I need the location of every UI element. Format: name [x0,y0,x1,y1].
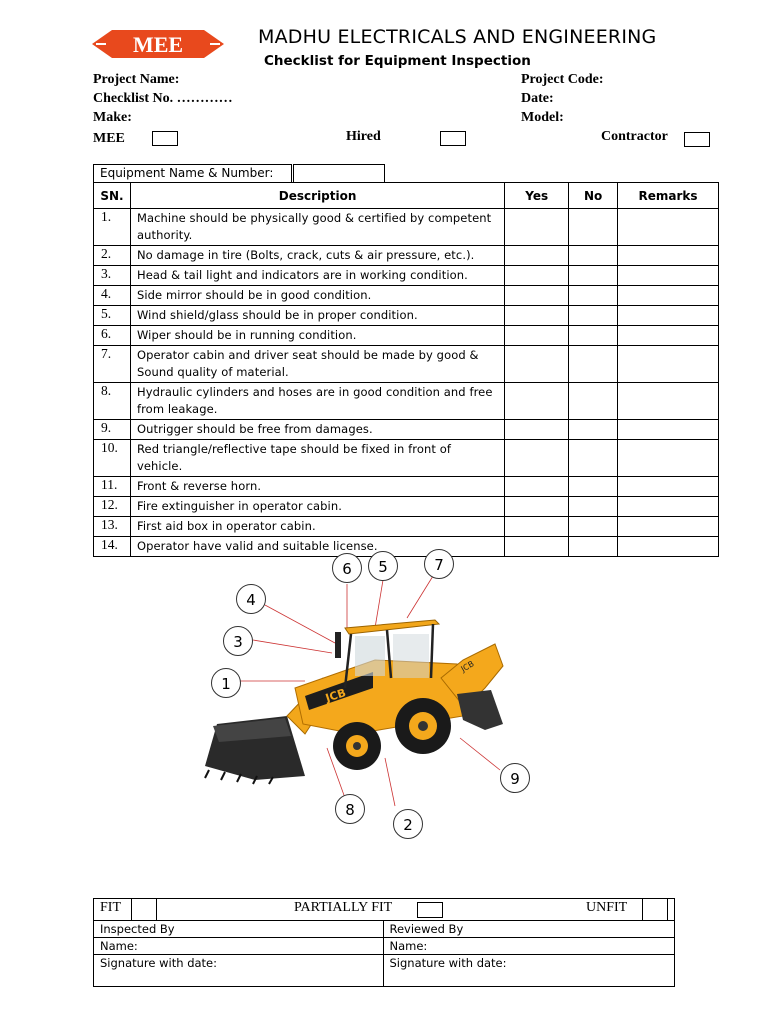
table-row [94,246,719,266]
no-cell[interactable] [569,497,618,517]
yes-cell[interactable] [505,346,569,383]
row-description: Hydraulic cylinders and hoses are in good condition and free from leakage. [130,383,504,420]
row-description: Machine should be physically good & certified by competent authority. [130,209,504,246]
row-serial-number: 8. [94,383,131,420]
row-serial-number: 11. [94,477,131,497]
row-serial-number: 12. [94,497,131,517]
row-serial-number: 6. [94,326,131,346]
reviewer-name-field[interactable]: Name: [383,938,675,955]
row-serial-number: 7. [94,346,131,383]
no-cell[interactable] [569,383,618,420]
row-description: Fire extinguisher in operator cabin. [130,497,504,517]
no-cell[interactable] [569,346,618,383]
table-row [94,209,719,246]
mee-logo [92,26,224,62]
company-name: MADHU ELECTRICALS AND ENGINEERING [258,26,657,48]
table-row [94,326,719,346]
logo-text: MEE [132,32,184,57]
table-row [94,440,719,477]
vehicle-lettering: JCB [323,686,348,705]
table-row [94,266,719,286]
backhoe-lettering: JCB [459,659,476,674]
reviewed-by-label: Reviewed By [383,921,675,938]
table-row [94,346,719,383]
no-cell[interactable] [569,440,618,477]
remarks-cell[interactable] [618,440,719,477]
table-row [94,306,719,326]
hired-checkbox[interactable] [440,131,466,146]
remarks-cell[interactable] [618,517,719,537]
date-label: Date: [521,91,554,106]
no-cell[interactable] [569,537,618,557]
row-serial-number: 1. [94,209,131,246]
row-description: Head & tail light and indicators are in working condition. [130,266,504,286]
no-cell[interactable] [569,477,618,497]
no-cell[interactable] [569,209,618,246]
remarks-cell[interactable] [618,306,719,326]
contractor-option-label: Contractor [601,129,668,144]
callout-9: 9 [500,763,530,793]
mee-option-label: MEE [93,131,125,146]
inspected-by-label: Inspected By [94,921,384,938]
row-serial-number: 5. [94,306,131,326]
yes-cell[interactable] [505,326,569,346]
row-description: Red triangle/reflective tape should be fixed in front of vehicle. [130,440,504,477]
equipment-name-input[interactable] [293,164,385,182]
table-row [94,517,719,537]
col-no-header: No [569,183,618,209]
callout-4: 4 [236,584,266,614]
fit-checkbox[interactable] [131,899,157,920]
no-cell[interactable] [569,266,618,286]
make-label: Make: [93,110,132,125]
reviewer-signature-field[interactable]: Signature with date: [383,955,675,987]
col-yes-header: Yes [505,183,569,209]
row-description: First aid box in operator cabin. [130,517,504,537]
no-cell[interactable] [569,420,618,440]
yes-cell[interactable] [505,209,569,246]
col-remarks-header: Remarks [618,183,719,209]
table-row [94,383,719,420]
yes-cell[interactable] [505,477,569,497]
row-description: Side mirror should be in good condition. [130,286,504,306]
table-row [94,477,719,497]
callout-6: 6 [332,553,362,583]
fitness-row [94,899,675,921]
table-row [94,286,719,306]
remarks-cell[interactable] [618,266,719,286]
fit-label: FIT [100,900,121,915]
unfit-checkbox[interactable] [642,899,668,920]
col-sn-header: SN. [94,183,131,209]
yes-cell[interactable] [505,440,569,477]
table-header-row [94,183,719,209]
approval-table [93,898,675,987]
row-description: Operator have valid and suitable license. [130,537,504,557]
yes-cell[interactable] [505,420,569,440]
document-title: Checklist for Equipment Inspection [264,53,531,69]
mee-checkbox[interactable] [152,131,178,146]
callout-5: 5 [368,551,398,581]
callout-8: 8 [335,794,365,824]
row-serial-number: 2. [94,246,131,266]
row-serial-number: 13. [94,517,131,537]
no-cell[interactable] [569,286,618,306]
project-name-label: Project Name: [93,72,180,87]
no-cell[interactable] [569,246,618,266]
callout-1: 1 [211,668,241,698]
callout-3: 3 [223,626,253,656]
yes-cell[interactable] [505,383,569,420]
col-description-header: Description [130,183,504,209]
remarks-cell[interactable] [618,537,719,557]
hired-option-label: Hired [346,129,381,144]
row-serial-number: 3. [94,266,131,286]
row-description: Outrigger should be free from damages. [130,420,504,440]
no-cell[interactable] [569,517,618,537]
partially-fit-label: PARTIALLY FIT [294,900,393,915]
remarks-cell[interactable] [618,346,719,383]
equipment-name-label: Equipment Name & Number: [93,164,292,182]
partially-fit-checkbox[interactable] [417,902,443,918]
table-row [94,497,719,517]
checklist-no-label: Checklist No. ………… [93,91,233,106]
row-description: Wiper should be in running condition. [130,326,504,346]
row-serial-number: 9. [94,420,131,440]
remarks-cell[interactable] [618,286,719,306]
yes-cell[interactable] [505,306,569,326]
callout-7: 7 [424,549,454,579]
row-serial-number: 14. [94,537,131,557]
callout-2: 2 [393,809,423,839]
contractor-checkbox[interactable] [684,132,710,147]
row-description: Operator cabin and driver seat should be made by good & Sound quality of material. [130,346,504,383]
project-code-label: Project Code: [521,72,604,87]
yes-cell[interactable] [505,286,569,306]
yes-cell[interactable] [505,497,569,517]
row-serial-number: 4. [94,286,131,306]
no-cell[interactable] [569,306,618,326]
row-description: Wind shield/glass should be in proper condition. [130,306,504,326]
yes-cell[interactable] [505,266,569,286]
yes-cell[interactable] [505,517,569,537]
table-row [94,420,719,440]
remarks-cell[interactable] [618,497,719,517]
row-description: Front & reverse horn. [130,477,504,497]
inspector-signature-field[interactable]: Signature with date: [94,955,384,987]
remarks-cell[interactable] [618,246,719,266]
yes-cell[interactable] [505,246,569,266]
row-serial-number: 10. [94,440,131,477]
remarks-cell[interactable] [618,209,719,246]
inspector-name-field[interactable]: Name: [94,938,384,955]
unfit-label: UNFIT [586,900,628,915]
model-label: Model: [521,110,564,125]
remarks-cell[interactable] [618,326,719,346]
row-description: No damage in tire (Bolts, crack, cuts & air pressure, etc.). [130,246,504,266]
no-cell[interactable] [569,326,618,346]
remarks-cell[interactable] [618,383,719,420]
remarks-cell[interactable] [618,420,719,440]
checklist-table [93,182,719,557]
remarks-cell[interactable] [618,477,719,497]
